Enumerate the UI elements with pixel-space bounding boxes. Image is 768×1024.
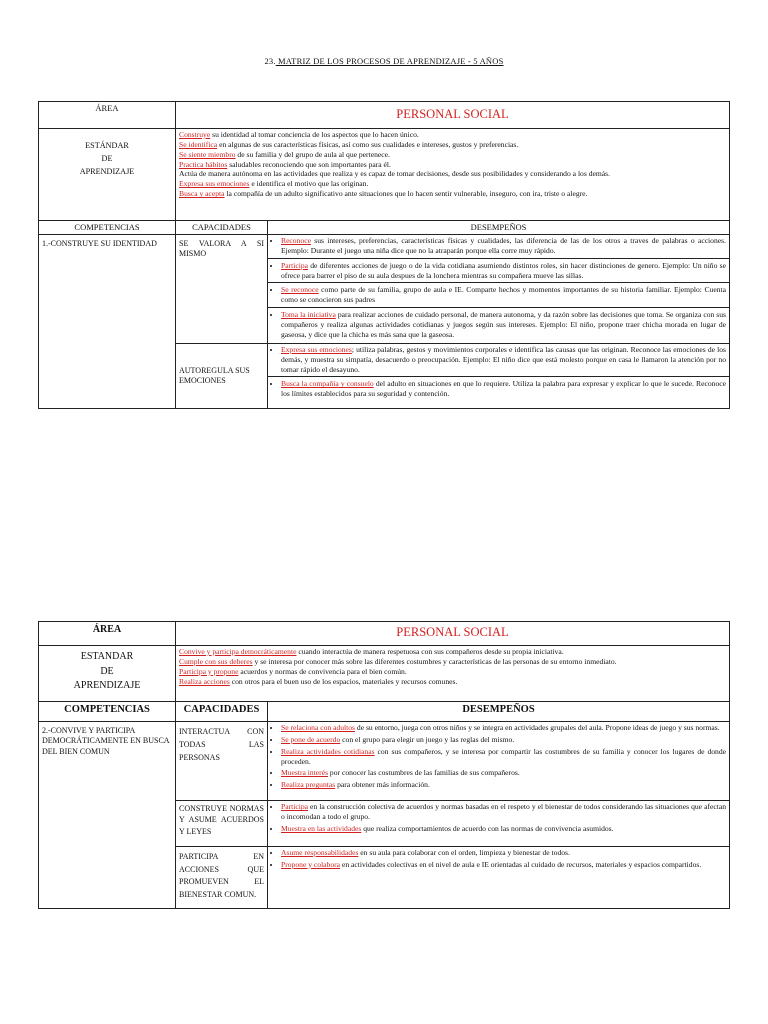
capacidad-cell: SE VALORA A SI MISMO — [176, 235, 268, 344]
document-title-number: 23. — [264, 56, 276, 66]
area-label: ÁREA — [39, 102, 176, 129]
area-title: PERSONAL SOCIAL — [176, 622, 730, 646]
standard-label: ESTANDAR DE APRENDIZAJE — [39, 646, 176, 702]
desempenos-cell — [268, 235, 730, 344]
standard-line: Practica hábitos saludables reconociendo que son importantes para él. — [179, 159, 391, 169]
standard-line: Busca y acepta la compañía de un adulto significativo ante situaciones que lo hacen sentir vulnerable, inseguro, con ira, triste o alegre. — [179, 189, 588, 199]
desempeno-item: • Realiza preguntas para obtener más información. — [281, 780, 726, 790]
capacidad-cell: PARTICIPA EN ACCIONES QUE PROMUEVEN EL BIENESTAR COMUN. — [176, 846, 268, 908]
standard-text — [176, 646, 730, 702]
standard-line: Convive y participa democráticamente cuando interactúa de manera respetuosa con sus compañeros desde su propia iniciativa. — [179, 647, 564, 656]
capacidad-cell: CONSTRUYE NORMAS Y ASUME ACUERDOS Y LEYES — [176, 801, 268, 847]
desempeno-item: • Expresa sus emociones; utiliza palabras, gestos y movimientos corporales e identifica las causas que las originan. Reconoce las emociones de los demás, y muestra su simpatía, desacuerdo o preocupación. Ejemplo: El niño dice que está molesto porque en casa le llamaron la atención por no tomar rápido el desayuno. — [281, 345, 726, 375]
desempeno-item: • Participa en la construcción colectiva de acuerdos y normas basadas en el respeto y el bienestar de todos considerando las situaciones que afectan o incomodan a todo el grupo. — [281, 802, 726, 822]
area-label: ÁREA — [39, 622, 176, 646]
desempeno-item: • Muestra interés por conocer las costumbres de las familias de sus compañeros. — [281, 768, 726, 778]
header-competencias: COMPETENCIAS — [39, 702, 176, 722]
desempeno-item: • Se pone de acuerdo con el grupo para elegir un juego y las reglas del mismo. — [281, 735, 726, 745]
capacidad-cell: AUTOREGULA SUS EMOCIONES — [176, 343, 268, 408]
standard-label: ESTÁNDAR DE APRENDIZAJE — [39, 129, 176, 221]
capacidad-cell: INTERACTUA CON TODAS LAS PERSONAS — [176, 722, 268, 801]
standard-line: Actúa de manera autónoma en las actividades que realiza y es capaz de tomar decisiones, desde sus posibilidades y considerando a los demás. — [179, 169, 611, 179]
matrix-table-2 — [38, 621, 730, 909]
desempeno-item: • Asume responsabilidades en su aula para colaborar con el orden, limpieza y bienestar de todos. — [281, 848, 726, 858]
desempenos-cell — [268, 722, 730, 801]
competencia-cell: 1.-CONSTRUYE SU IDENTIDAD — [39, 235, 176, 409]
desempeno-item: • Realiza actividades cotidianas con sus compañeros, y se interesa por compartir las costumbres de su familia y conocer los lugares de donde proceden. — [281, 747, 726, 767]
desempeno-item: • Muestra en las actividades que realiza comportamientos de acuerdo con las normas de convivencia asumidos. — [281, 824, 726, 834]
desempeno-item: • Reconoce sus intereses, preferencias, características físicas y cualidades, las diferencia de las de los otros a traves de palabras o acciones. Ejemplo: Durante el juego una niña dice que no la atraparán porque ella corre muy rápido. — [281, 236, 726, 256]
matrix-table-1 — [38, 101, 730, 409]
desempeno-item: • Propone y colabora en actividades colectivas en el nivel de aula e IE orientadas al cuidado de recursos, materiales y espacios compartidos. — [281, 860, 726, 870]
competencia-cell: 2.-CONVIVE Y PARTICIPA DEMOCRÁTICAMENTE EN BUSCA DEL BIEN COMUN — [39, 722, 176, 909]
area-title: PERSONAL SOCIAL — [176, 102, 730, 129]
standard-line: Realiza acciones con otros para el buen uso de los espacios, materiales y recursos comunes. — [179, 676, 458, 686]
header-capacidades: CAPACIDADES — [176, 702, 268, 722]
standard-line: Se siente miembro de su familia y del grupo de aula al que pertenece. — [179, 149, 390, 159]
standard-line: Expresa sus emociones e identifica el motivo que las originan. — [179, 179, 369, 189]
desempenos-cell — [268, 801, 730, 847]
desempeno-item: • Toma la iniciativa para realizar acciones de cuidado personal, de manera autonoma, y da razón sobre las decisiones que toma. Se organiza con sus compañeros y realiza algunas actividades cotidianas y juegos según sus intereses. Ejemplo: El niño, propone traer chicha morada en lugar de gaseosa, y dice que la chicha es más sana que la gaseosa. — [281, 310, 726, 340]
desempeno-item: • Se reconoce como parte de su familia, grupo de aula e IE. Comparte hechos y momentos importantes de su historia familiar. Ejemplo: Cuenta como se conocieron sus padres — [281, 285, 726, 305]
header-desempenos: DESEMPEÑOS — [268, 702, 730, 722]
desempenos-cell — [268, 343, 730, 408]
document-title-text: MATRIZ DE LOS PROCESOS DE APRENDIZAJE - 5 AÑOS — [275, 56, 504, 66]
document-title — [0, 56, 768, 66]
standard-line: Se identifica en algunas de sus características físicas, así como sus cualidades e intereses, gustos y preferencias. — [179, 139, 519, 149]
desempeno-item: • Participa de diferentes acciones de juego o de la vida cotidiana asumiendo distintos roles, sin hacer distinciones de genero. Ejemplo: Un niño se ofrece para barrer el piso de su aula despues de la lonchera mientras su compañera mueve las sillas. — [281, 261, 726, 281]
header-capacidades: CAPACIDADES — [176, 221, 268, 235]
header-competencias: COMPETENCIAS — [39, 221, 176, 235]
header-desempenos: DESEMPEÑOS — [268, 221, 730, 235]
standard-line: Cumple con sus deberes y se interesa por conocer más sobre las diferentes costumbres y características de las personas de su entorno inmediato. — [179, 656, 617, 666]
desempeno-item: • Se relaciona con adultos de su entorno, juega con otros niños y se integra en actividades grupales del aula. Propone ideas de juego y sus normas. — [281, 723, 726, 733]
standard-line: Construye su identidad al tomar conciencia de los aspectos que lo hacen único. — [179, 130, 419, 139]
desempenos-cell — [268, 846, 730, 908]
standard-text — [176, 129, 730, 221]
standard-line: Participa y propone acuerdos y normas de convivencia para el bien común. — [179, 666, 407, 676]
desempeno-item: • Busca la compañía y consuelo del adulto en situaciones en que lo requiere. Utiliza la palabra para expresar y explicar lo que le sucede. Reconoce los límites establecidos para su seguridad y contención. — [281, 379, 726, 405]
